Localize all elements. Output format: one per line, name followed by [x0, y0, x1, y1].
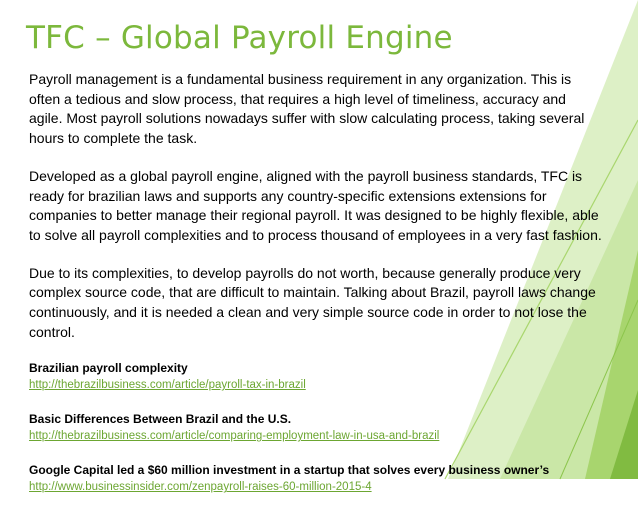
reference-item	[29, 462, 629, 495]
slide-title: TFC – Global Payroll Engine	[26, 20, 453, 56]
paragraph-development: Developed as a global payroll engine, aligned with the payroll business standards, TFC is ready for brazilian laws and supports any country-specific extensions extensions for companies to better manage their regional payroll. It was designed to be highly flexible, able to solve all payroll complexities and to process thousand of employees in a very fast fashion.	[29, 167, 602, 243]
reference-title: Brazilian payroll complexity	[29, 361, 188, 376]
reference-item	[29, 411, 629, 444]
slide-content	[29, 70, 629, 513]
reference-link[interactable]: http://www.businessinsider.com/zenpayroll-raises-60-million-2015-4	[29, 481, 372, 494]
paragraph-intro: Payroll management is a fundamental business requirement in any organization. This is often a tedious and slow process, that requires a high level of timeliness, accuracy and agile. Most payroll solutions nowadays suffer with slow calculating process, taking several hours to complete the task.	[29, 71, 585, 147]
reference-item	[29, 360, 629, 393]
reference-title: Google Capital led a $60 million investment in a startup that solves every business owner’s	[29, 463, 550, 478]
reference-link[interactable]: http://thebrazilbusiness.com/article/payroll-tax-in-brazil	[29, 379, 306, 392]
reference-title: Basic Differences Between Brazil and the U.S.	[29, 412, 292, 427]
reference-link[interactable]: http://thebrazilbusiness.com/article/comparing-employment-law-in-usa-and-brazil	[29, 430, 440, 443]
paragraph-complexities: Due to its complexities, to develop payrolls do not worth, because generally produce very complex source code, that are difficult to maintain. Talking about Brazil, payroll laws change continuously, and it is needed a clean and very simple source code in order to not lose the control.	[29, 264, 596, 340]
